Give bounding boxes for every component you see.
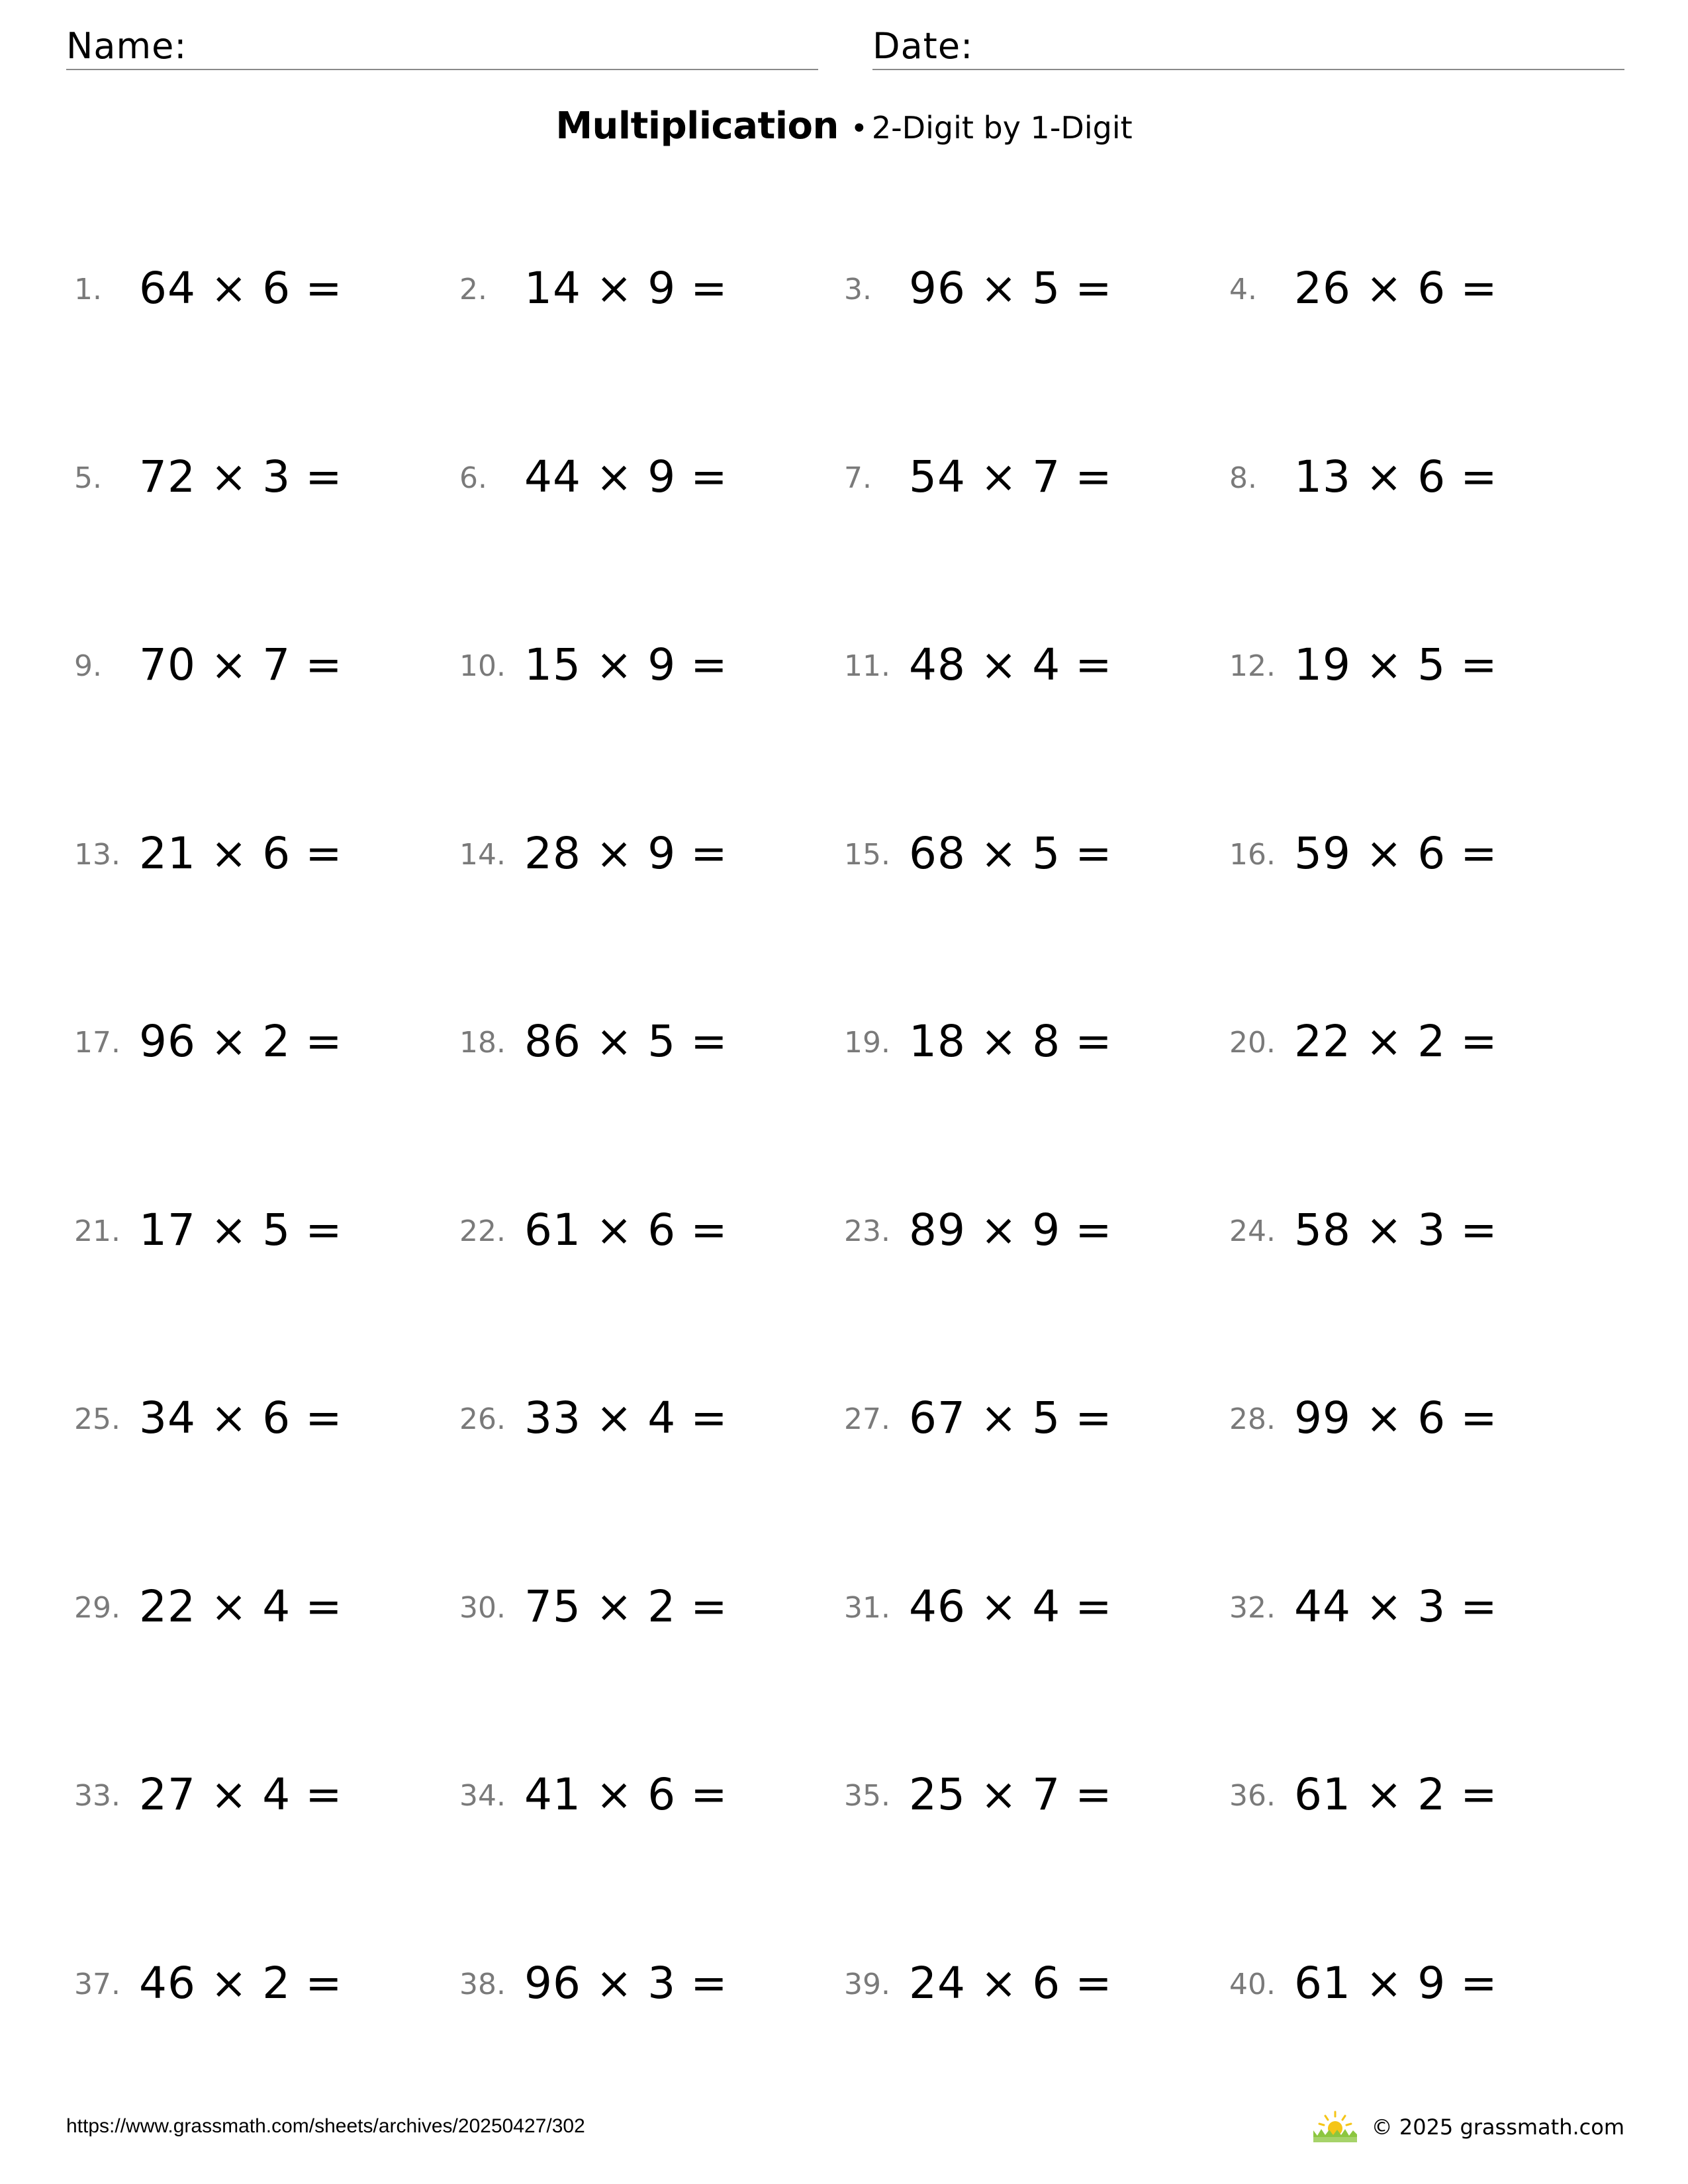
problem-item xyxy=(74,821,445,887)
problem-expression: 61 × 2 = xyxy=(1294,1769,1498,1820)
problem-expression: 41 × 6 = xyxy=(524,1769,728,1820)
problem-item xyxy=(74,1197,445,1263)
problem-item xyxy=(74,444,445,510)
problem-item xyxy=(844,1385,1215,1451)
problem-number: 36. xyxy=(1229,1779,1276,1813)
footer-branding xyxy=(1312,2109,1624,2146)
problem-number: 22. xyxy=(459,1214,506,1248)
problem-number: 20. xyxy=(1229,1026,1276,1060)
problem-item xyxy=(74,1574,445,1640)
problem-expression: 17 × 5 = xyxy=(139,1205,343,1255)
problem-expression: 33 × 4 = xyxy=(524,1392,728,1443)
problem-item xyxy=(459,1762,830,1828)
problem-item xyxy=(844,632,1215,698)
problem-expression: 96 × 2 = xyxy=(139,1016,343,1067)
problem-number: 7. xyxy=(844,461,872,495)
date-label: Date: xyxy=(872,25,974,67)
problem-number: 27. xyxy=(844,1402,890,1436)
problem-item xyxy=(844,1950,1215,2017)
problem-number: 8. xyxy=(1229,461,1257,495)
problem-number: 24. xyxy=(1229,1214,1276,1248)
grass-sun-logo-icon xyxy=(1312,2111,1358,2144)
title-main: Multiplication xyxy=(555,105,839,148)
problem-expression: 22 × 4 = xyxy=(139,1581,343,1632)
date-field[interactable] xyxy=(872,24,1624,70)
problem-number: 39. xyxy=(844,1968,890,2001)
problem-expression: 46 × 2 = xyxy=(139,1958,343,2009)
problem-number: 3. xyxy=(844,273,872,306)
problem-item xyxy=(1229,255,1600,322)
problem-number: 30. xyxy=(459,1591,506,1625)
name-label: Name: xyxy=(66,25,187,67)
problem-expression: 72 × 3 = xyxy=(139,451,343,502)
problem-item xyxy=(1229,632,1600,698)
problem-expression: 96 × 3 = xyxy=(524,1958,728,2009)
problem-item xyxy=(459,821,830,887)
problem-number: 4. xyxy=(1229,273,1257,306)
problem-number: 26. xyxy=(459,1402,506,1436)
worksheet-title xyxy=(0,105,1688,148)
name-field[interactable] xyxy=(66,24,818,70)
problem-item xyxy=(1229,1762,1600,1828)
problem-item xyxy=(844,444,1215,510)
problem-item xyxy=(459,1950,830,2017)
problem-number: 1. xyxy=(74,273,102,306)
problem-number: 38. xyxy=(459,1968,506,2001)
problem-number: 21. xyxy=(74,1214,120,1248)
problem-expression: 13 × 6 = xyxy=(1294,451,1498,502)
problem-expression: 61 × 6 = xyxy=(524,1205,728,1255)
problem-expression: 75 × 2 = xyxy=(524,1581,728,1632)
copyright: © 2025 grassmath.com xyxy=(1371,2115,1624,2140)
problem-item xyxy=(844,821,1215,887)
problem-item xyxy=(74,632,445,698)
problem-number: 15. xyxy=(844,838,890,872)
problem-number: 2. xyxy=(459,273,487,306)
problem-item xyxy=(459,255,830,322)
problem-expression: 22 × 2 = xyxy=(1294,1016,1498,1067)
problem-item xyxy=(459,1574,830,1640)
problem-expression: 86 × 5 = xyxy=(524,1016,728,1067)
problem-expression: 61 × 9 = xyxy=(1294,1958,1498,2009)
problem-item xyxy=(74,1762,445,1828)
problem-number: 37. xyxy=(74,1968,120,2001)
problem-expression: 19 × 5 = xyxy=(1294,639,1498,690)
problem-item xyxy=(1229,821,1600,887)
problem-number: 40. xyxy=(1229,1968,1276,2001)
problem-number: 28. xyxy=(1229,1402,1276,1436)
problem-grid xyxy=(0,255,1688,2148)
problem-number: 13. xyxy=(74,838,120,872)
problem-expression: 27 × 4 = xyxy=(139,1769,343,1820)
problem-item xyxy=(844,1762,1215,1828)
problem-number: 9. xyxy=(74,649,102,683)
problem-expression: 89 × 9 = xyxy=(909,1205,1113,1255)
problem-expression: 25 × 7 = xyxy=(909,1769,1113,1820)
problem-item xyxy=(1229,1574,1600,1640)
problem-item xyxy=(74,1950,445,2017)
problem-expression: 67 × 5 = xyxy=(909,1392,1113,1443)
problem-number: 11. xyxy=(844,649,890,683)
problem-number: 19. xyxy=(844,1026,890,1060)
footer-url[interactable]: https://www.grassmath.com/sheets/archives/20250427/302 xyxy=(66,2115,585,2137)
problem-expression: 21 × 6 = xyxy=(139,828,343,879)
problem-item xyxy=(459,1009,830,1075)
problem-item xyxy=(844,1574,1215,1640)
problem-expression: 54 × 7 = xyxy=(909,451,1113,502)
problem-expression: 34 × 6 = xyxy=(139,1392,343,1443)
problem-number: 14. xyxy=(459,838,506,872)
problem-number: 34. xyxy=(459,1779,506,1813)
problem-expression: 99 × 6 = xyxy=(1294,1392,1498,1443)
problem-item xyxy=(74,1385,445,1451)
problem-expression: 44 × 3 = xyxy=(1294,1581,1498,1632)
problem-item xyxy=(459,632,830,698)
problem-expression: 18 × 8 = xyxy=(909,1016,1113,1067)
problem-number: 23. xyxy=(844,1214,890,1248)
problem-expression: 44 × 9 = xyxy=(524,451,728,502)
problem-expression: 64 × 6 = xyxy=(139,263,343,314)
problem-expression: 58 × 3 = xyxy=(1294,1205,1498,1255)
problem-item xyxy=(1229,444,1600,510)
title-subtitle: 2-Digit by 1-Digit xyxy=(871,110,1133,146)
problem-number: 12. xyxy=(1229,649,1276,683)
problem-item xyxy=(74,255,445,322)
problem-item xyxy=(844,1197,1215,1263)
problem-item xyxy=(459,1385,830,1451)
problem-number: 16. xyxy=(1229,838,1276,872)
problem-number: 18. xyxy=(459,1026,506,1060)
problem-expression: 46 × 4 = xyxy=(909,1581,1113,1632)
title-separator: • xyxy=(850,112,868,146)
problem-number: 33. xyxy=(74,1779,120,1813)
problem-number: 32. xyxy=(1229,1591,1276,1625)
problem-number: 5. xyxy=(74,461,102,495)
problem-expression: 14 × 9 = xyxy=(524,263,728,314)
problem-number: 10. xyxy=(459,649,506,683)
problem-expression: 24 × 6 = xyxy=(909,1958,1113,2009)
problem-expression: 15 × 9 = xyxy=(524,639,728,690)
problem-item xyxy=(1229,1385,1600,1451)
problem-number: 35. xyxy=(844,1779,890,1813)
problem-number: 6. xyxy=(459,461,487,495)
problem-item xyxy=(844,1009,1215,1075)
problem-item xyxy=(459,444,830,510)
problem-item xyxy=(1229,1197,1600,1263)
problem-number: 29. xyxy=(74,1591,120,1625)
problem-expression: 68 × 5 = xyxy=(909,828,1113,879)
problem-number: 17. xyxy=(74,1026,120,1060)
problem-item xyxy=(1229,1950,1600,2017)
problem-item xyxy=(459,1197,830,1263)
problem-expression: 59 × 6 = xyxy=(1294,828,1498,879)
problem-expression: 28 × 9 = xyxy=(524,828,728,879)
problem-expression: 96 × 5 = xyxy=(909,263,1113,314)
problem-item xyxy=(74,1009,445,1075)
problem-expression: 70 × 7 = xyxy=(139,639,343,690)
problem-item xyxy=(1229,1009,1600,1075)
problem-number: 31. xyxy=(844,1591,890,1625)
problem-expression: 48 × 4 = xyxy=(909,639,1113,690)
problem-expression: 26 × 6 = xyxy=(1294,263,1498,314)
problem-item xyxy=(844,255,1215,322)
problem-number: 25. xyxy=(74,1402,120,1436)
